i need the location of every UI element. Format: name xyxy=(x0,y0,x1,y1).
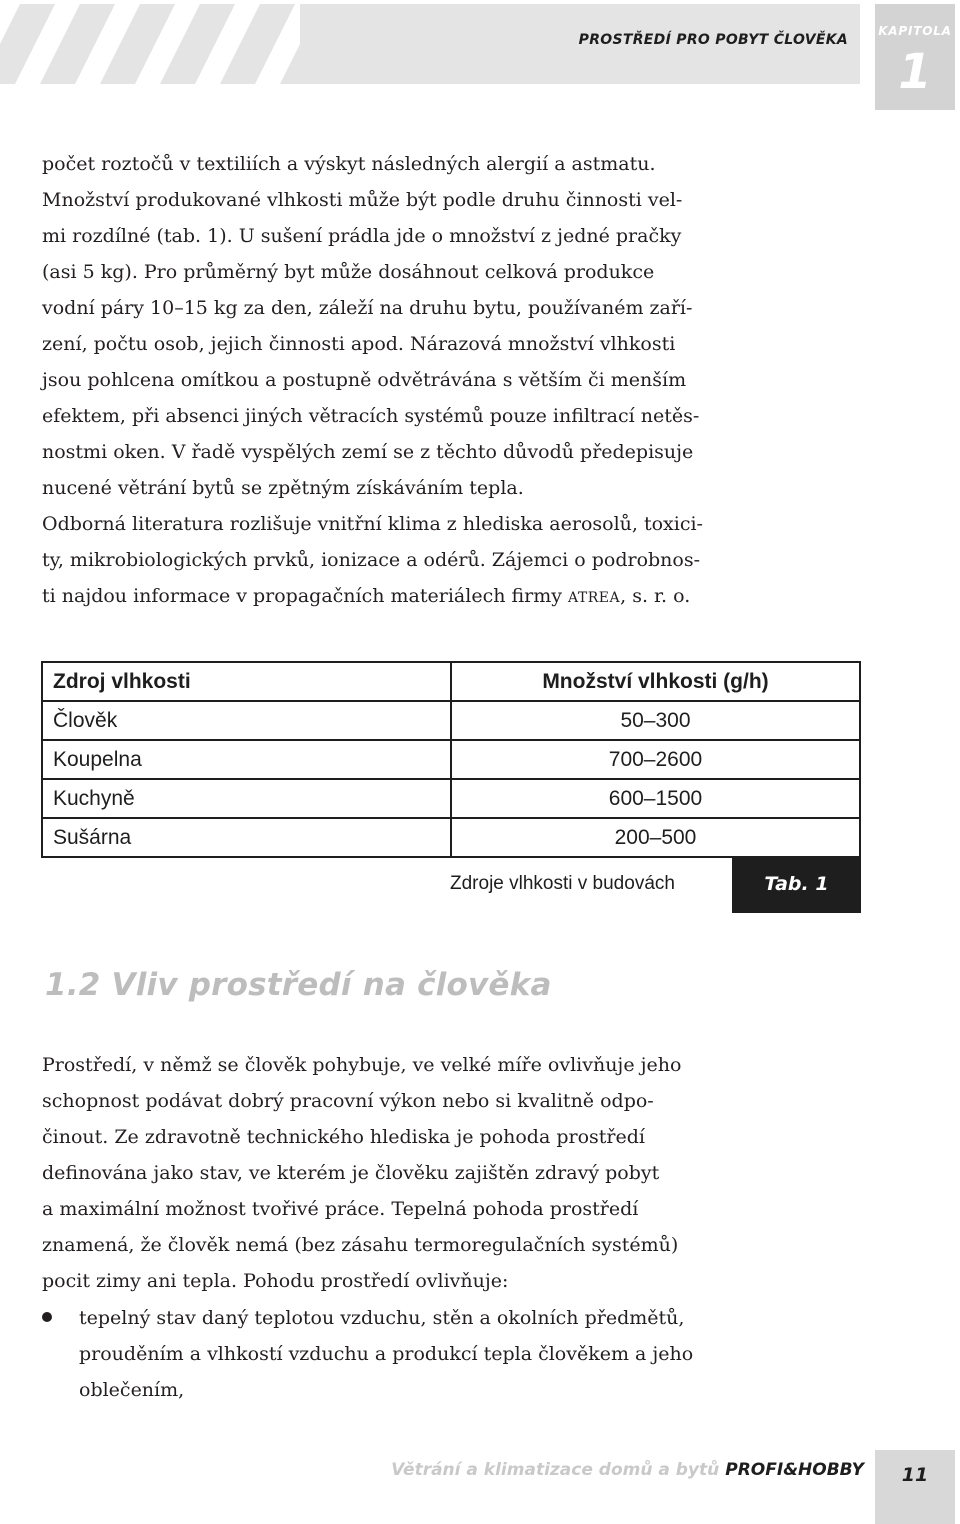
bullet-icon xyxy=(42,1312,52,1322)
table-row xyxy=(42,740,860,779)
page-number: 11 xyxy=(901,1464,929,1486)
chapter-number: 1 xyxy=(898,44,932,100)
section-heading: 1.2 Vliv prostředí na člověka xyxy=(45,967,552,1003)
text-line: jsou pohlcena omítkou a postupně odvětrávána s větším či menším xyxy=(42,369,687,391)
text-line: Množství produkované vlhkosti může být podle druhu činnosti vel- xyxy=(42,189,683,211)
table-row xyxy=(42,701,860,740)
text-line: (asi 5 kg). Pro průměrný byt může dosáhnout celková produkce xyxy=(42,261,655,283)
text-fragment: , s. r. o. xyxy=(620,585,691,607)
text-line: nostmi oken. V řadě vyspělých zemí se z těchto důvodů předepisuje xyxy=(42,441,694,463)
text-line: tepelný stav daný teplotou vzduchu, stěn a okolních předmětů, xyxy=(79,1307,685,1329)
stripes-graphic xyxy=(0,4,330,84)
footer xyxy=(391,1460,864,1480)
column-header: Zdroj vlhkosti xyxy=(42,662,451,701)
paragraph-2 xyxy=(42,1047,722,1299)
footer-title: Větrání a klimatizace domů a bytů xyxy=(391,1460,720,1480)
chapter-label: KAPITOLA xyxy=(878,24,952,38)
table-row xyxy=(42,779,860,818)
table-header-row xyxy=(42,662,860,701)
table-cell: 700–2600 xyxy=(451,740,860,779)
text-line: ty, mikrobiologických prvků, ionizace a odérů. Zájemci o podrobnos- xyxy=(42,549,701,571)
text-line-last xyxy=(42,578,722,614)
text-line: prouděním a vlhkostí vzduchu a produkcí tepla člověkem a jeho xyxy=(79,1343,694,1365)
text-line: Prostředí, v němž se člověk pohybuje, ve velké míře ovlivňuje jeho xyxy=(42,1054,682,1076)
text-line: a maximální možnost tvořivé práce. Tepelná pohoda prostředí xyxy=(42,1198,639,1220)
header-stripes xyxy=(0,4,330,84)
header-title: PROSTŘEDÍ PRO POBYT ČLOVĚKA xyxy=(578,32,848,48)
text-line: mi rozdílné (tab. 1). U sušení prádla jde o množství z jedné pračky xyxy=(42,225,682,247)
text-line: Odborná literatura rozlišuje vnitřní klima z hlediska aerosolů, toxici- xyxy=(42,513,703,535)
bullet-item xyxy=(79,1300,729,1408)
paragraph-1 xyxy=(42,146,722,614)
humidity-table xyxy=(41,661,861,858)
table-cell: Člověk xyxy=(42,701,451,740)
company-name: ATREA xyxy=(568,590,621,606)
text-line: nucené větrání bytů se zpětným získáváním tepla. xyxy=(42,477,524,499)
table-cell: Sušárna xyxy=(42,818,451,857)
text-line: činout. Ze zdravotně technického hlediska je pohoda prostředí xyxy=(42,1126,645,1148)
text-line: vodní páry 10–15 kg za den, záleží na druhu bytu, používaném zaří- xyxy=(42,297,693,319)
text-line: pocit zimy ani tepla. Pohodu prostředí ovlivňuje: xyxy=(42,1270,509,1292)
text-line: efektem, při absenci jiných větracích systémů pouze infiltrací netěs- xyxy=(42,405,700,427)
text-line: počet roztočů v textiliích a výskyt následných alergií a astmatu. xyxy=(42,153,656,175)
table-cell: 600–1500 xyxy=(451,779,860,818)
text-fragment: ti najdou informace v propagačních materiálech firmy xyxy=(42,585,562,607)
table-cell: 200–500 xyxy=(451,818,860,857)
table-row xyxy=(42,818,860,857)
footer-brand: PROFI&HOBBY xyxy=(725,1460,864,1480)
column-header: Množství vlhkosti (g/h) xyxy=(451,662,860,701)
chapter-box xyxy=(875,4,955,110)
table-label: Tab. 1 xyxy=(732,856,861,913)
text-line: schopnost podávat dobrý pracovní výkon nebo si kvalitně odpo- xyxy=(42,1090,654,1112)
page-number-box xyxy=(875,1450,955,1524)
table-caption: Zdroje vlhkosti v budovách xyxy=(450,873,675,894)
text-line: oblečením, xyxy=(79,1379,185,1401)
text-line: znamená, že člověk nemá (bez zásahu termoregulačních systémů) xyxy=(42,1234,679,1256)
text-line: definována jako stav, ve kterém je člověku zajištěn zdravý pobyt xyxy=(42,1162,660,1184)
text-line: zení, počtu osob, jejich činnosti apod. Nárazová množství vlhkosti xyxy=(42,333,676,355)
table-cell: Koupelna xyxy=(42,740,451,779)
table-cell: 50–300 xyxy=(451,701,860,740)
table-cell: Kuchyně xyxy=(42,779,451,818)
